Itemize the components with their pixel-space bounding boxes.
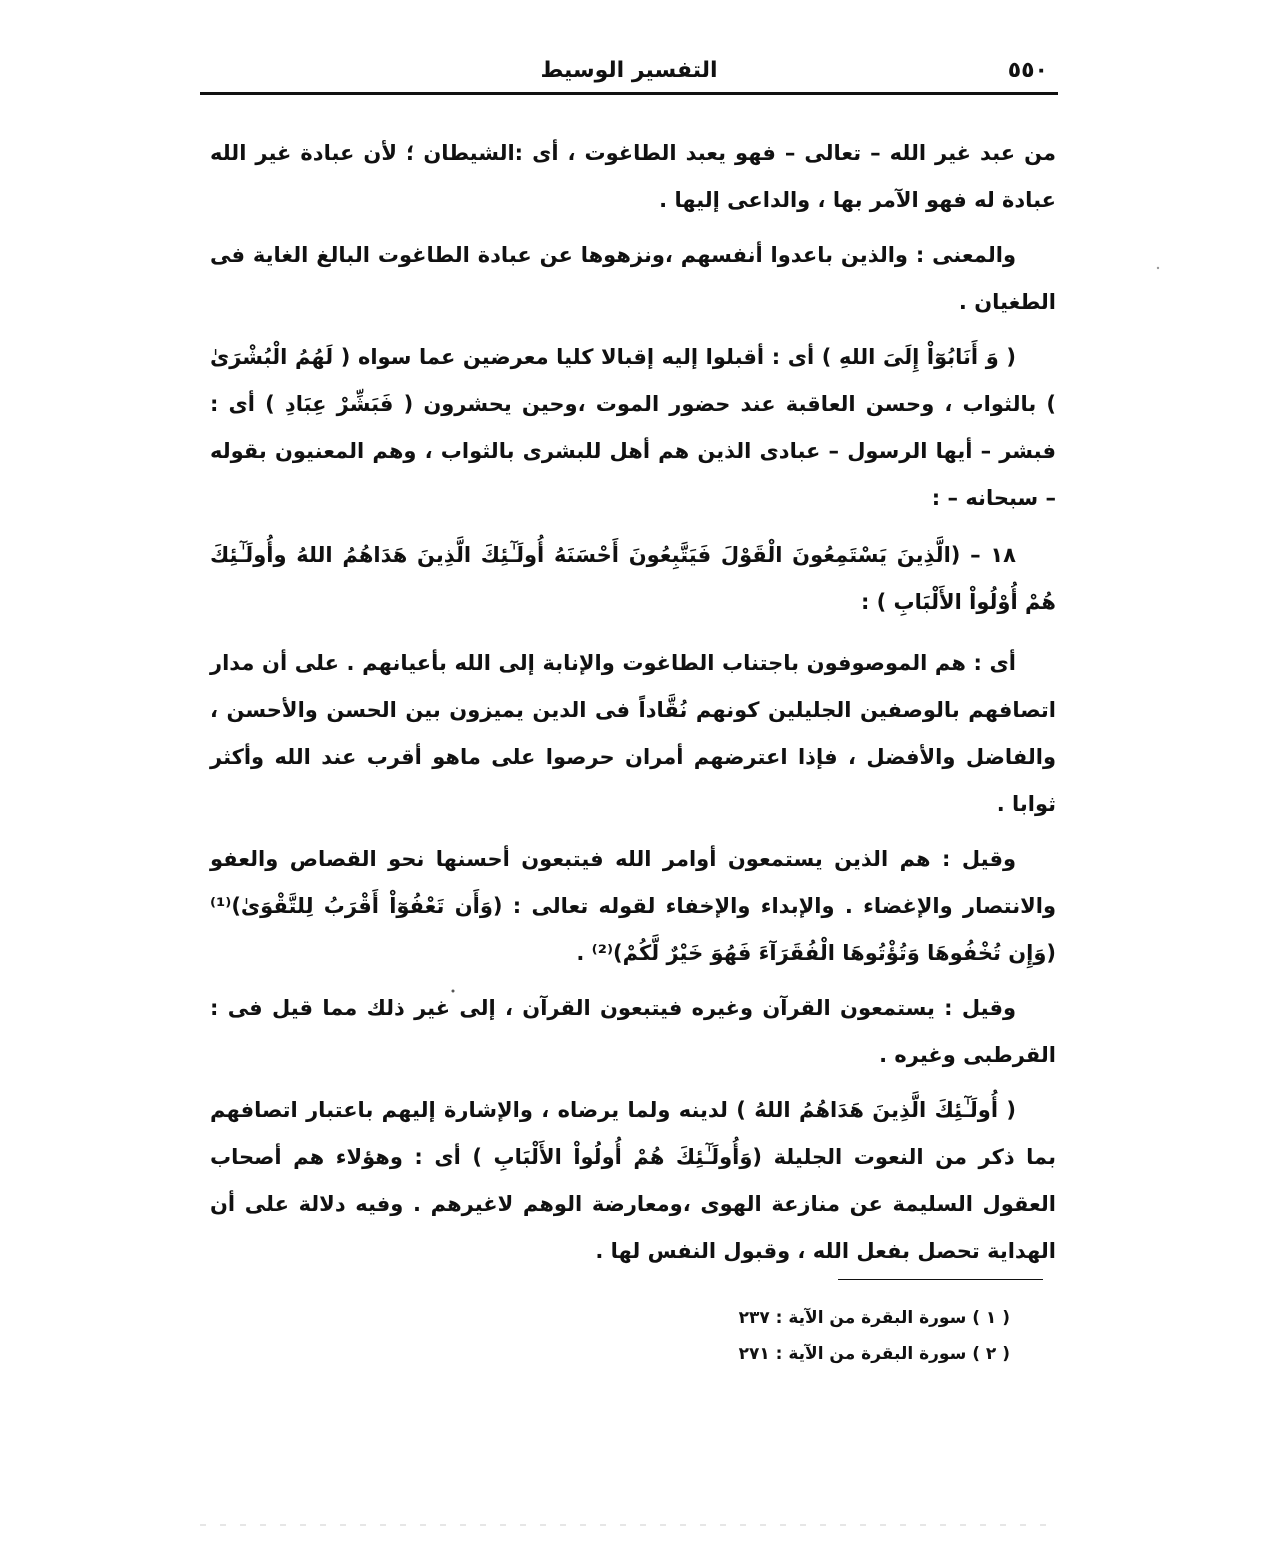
footnote-rule xyxy=(838,1279,1043,1280)
paragraph-described: أى : هم الموصوفون باجتناب الطاغوت والإنابة إلى الله بأعيانهم . على أن مدار اتصافهم بالوصفين الجليلين كونهم نُقَّاداً فى الدين يميزون بين الحسن والأحسن ، والفاضل والأفضل ، فإذا اعترضهم أمران حرصوا على ماهو أقرب عند الله وأكثر ثوابا . xyxy=(210,651,1056,816)
footnotes xyxy=(560,1300,1010,1372)
paragraph-continued: من عبد غير الله – تعالى – فهو يعبد الطاغوت ، أى :الشيطان ؛ لأن عبادة غير الله عبادة له فهو الآمر بها ، والداعى إليها . xyxy=(210,141,1056,212)
paragraph-said-1: وقيل : هم الذين يستمعون أوامر الله فيتبعون أحسنها نحو القصاص والعفو والانتصار والإغضاء . والإبداء والإخفاء لقوله تعالى : (وَأَن تَعْفُوٓاْ أَقْرَبُ لِلتَّقْوَىٰ)⁽¹⁾ (وَإِن تُخْفُوهَا وَتُؤْتُوهَا الْفُقَرَآءَ فَهُوَ خَيْرٌ لَّكُمْ)⁽²⁾ . xyxy=(210,847,1056,965)
footnote-2: ( ٢ ) سورة البقرة من الآية : ٢٧١ xyxy=(738,1344,1010,1364)
header-rule xyxy=(200,92,1058,95)
speck-mark xyxy=(1157,267,1159,269)
page-number: ٥٥٠ xyxy=(1007,58,1048,83)
footnote-1: ( ١ ) سورة البقرة من الآية : ٢٣٧ xyxy=(738,1308,1010,1328)
running-title: التفسير الوسيط xyxy=(540,58,718,83)
paragraph-said-2: وقيل : يستمعون القرآن وغيره فيتبعون القرآن ، إلى غير ذلك مما قيل فى : القرطبى وغيره . xyxy=(210,996,1056,1067)
paragraph-repentance: ( وَ أَنَابُوٓاْ إِلَىَ اللهِ ) أى : أقبلوا إليه إقبالا كليا معرضين عما سواه ( لَهُمُ الْبُشْرَىٰ ) بالثواب ، وحسن العاقبة عند حضور الموت ،وحين يحشرون ( فَبَشِّرْ عِبَادِ ) أى : فبشر – أيها الرسول – عبادى الذين هم أهل للبشرى بالثواب ، وهم المعنيون بقوله – سبحانه – : xyxy=(210,345,1056,510)
page-header xyxy=(200,52,1058,92)
body-text xyxy=(210,130,1056,1283)
paragraph-guided: ( أُولَـٰٓئِكَ الَّذِينَ هَدَاهُمُ اللهُ ) لدينه ولما يرضاه ، والإشارة إليهم باعتبار اتصافهم بما ذكر من النعوت الجليلة (وَأُولَـٰٓئِكَ هُمْ أُولُواْ الأَلْبَابِ ) أى : وهؤلاء هم أصحاب العقول السليمة عن منازعة الهوى ،ومعارضة الوهم لاغيرهم . وفيه دلالة على أن الهداية تحصل بفعل الله ، وقبول النفس لها . xyxy=(210,1098,1056,1263)
paragraph-meaning: والمعنى : والذين باعدوا أنفسهم ،ونزهوها عن عبادة الطاغوت البالغ الغاية فى الطغيان . xyxy=(210,243,1056,314)
verse-18: ١٨ – (الَّذِينَ يَسْتَمِعُونَ الْقَوْلَ فَيَتَّبِعُونَ أَحْسَنَهُ أُولَـٰٓئِكَ الَّذِينَ هَدَاهُمُ اللهُ وأُولَـٰٓئِكَ هُمْ أُوْلُواْ الأَلْبَابِ ) : xyxy=(210,543,1056,614)
